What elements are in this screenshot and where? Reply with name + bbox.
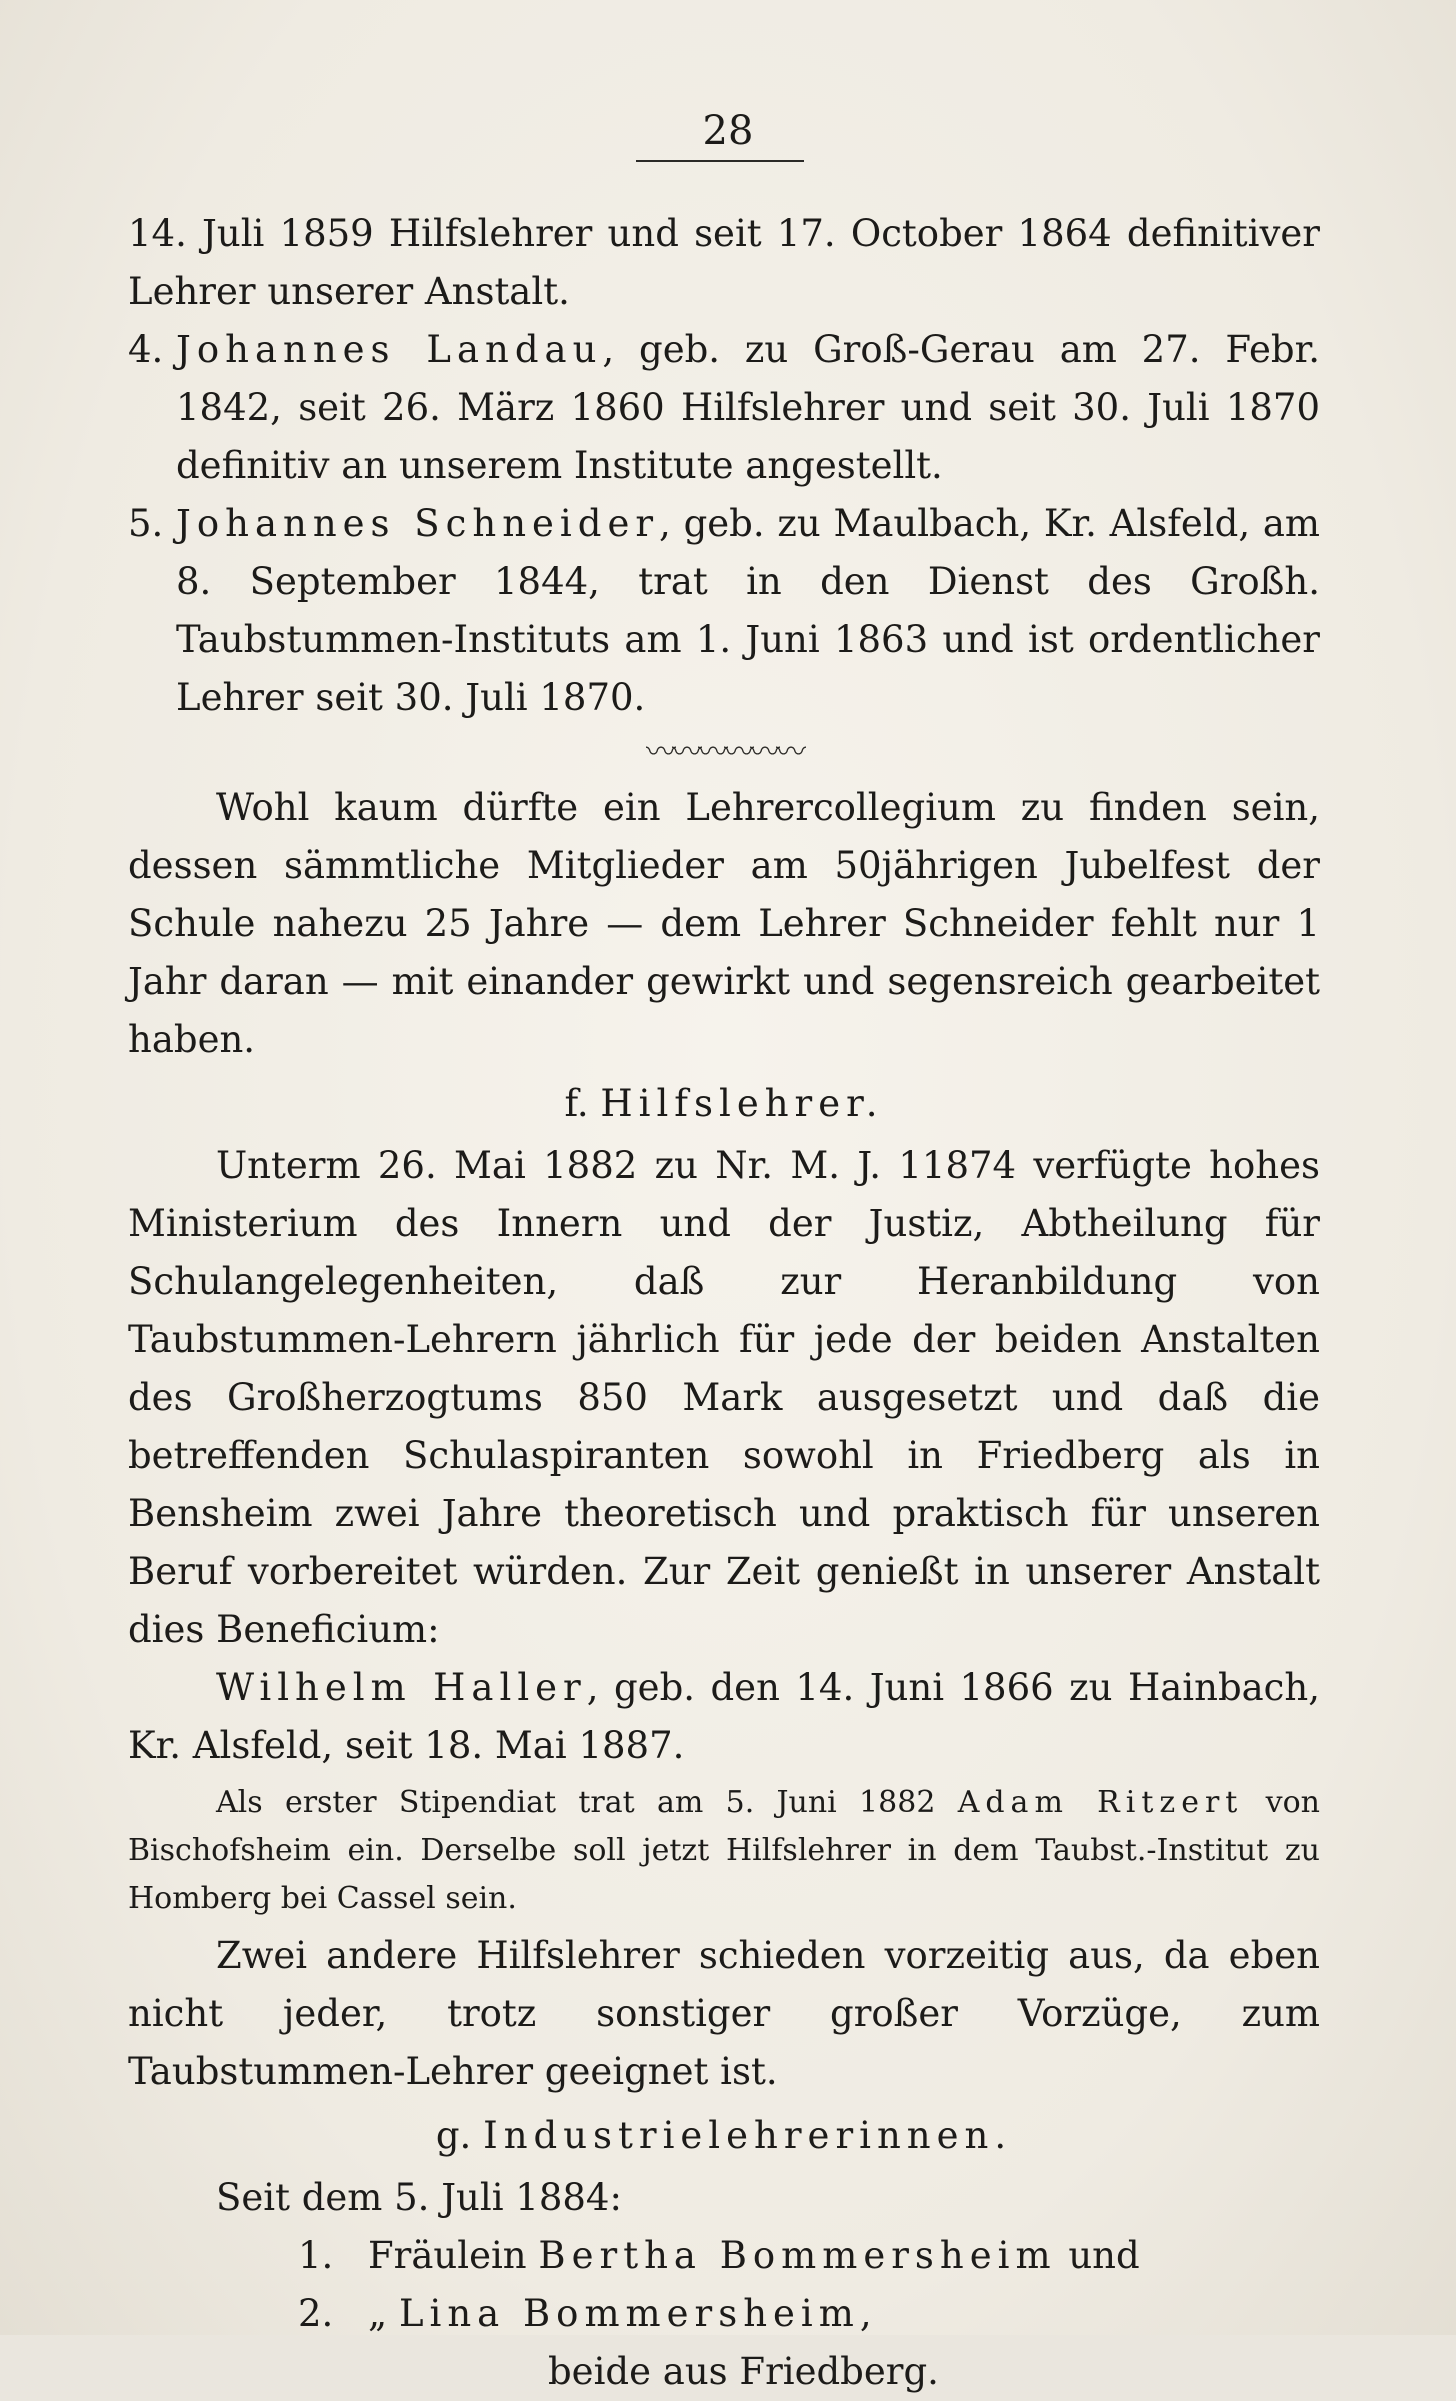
note-name: Adam Ritzert bbox=[957, 1785, 1244, 1820]
note-text: von Bischofsheim ein. Derselbe soll jetzt Hilfslehrer in dem Taubst.-Institut zu Homberg bei Cassel sein. bbox=[128, 1785, 1320, 1916]
section-title: Hilfslehrer. bbox=[600, 1082, 884, 1125]
hilfslehrer-paragraph: Unterm 26. Mai 1882 zu Nr. M. J. 11874 verfügte hohes Ministerium des Innern und der Justiz, Abtheilung für Schulangelegenheiten, daß zur Heranbildung von Taubstummen-Lehrern jährlich für jede der beiden Anstalten des Großherzogtums 850 Mark ausgesetzt und daß die betreffenden Schulaspiranten sowohl in Friedberg als in Bensheim zwei Jahre theoretisch und praktisch für unseren Beruf vorbereitet würden. Zur Zeit genießt in unserer Anstalt dies Beneficium: bbox=[128, 1144, 1320, 1651]
wavy-divider: 〰〰〰〰〰〰 bbox=[646, 735, 802, 770]
entry-continuation bbox=[128, 205, 1320, 321]
entry-name: Johannes Landau bbox=[176, 328, 603, 371]
body-text bbox=[128, 205, 1320, 2401]
entry-name: Johannes Schneider bbox=[176, 502, 660, 545]
beneficiary-text: , geb. den 14. Juni 1866 zu Hainbach, Kr. Alsfeld, seit 18. Mai 1887. bbox=[128, 1666, 1320, 1767]
section-letter: f. bbox=[564, 1082, 589, 1125]
entry-number: 4. bbox=[128, 328, 164, 371]
closing-paragraph: Wohl kaum dürfte ein Lehrercollegium zu finden sein, dessen sämmtliche Mitglieder am 50jährigen Jubelfest der Schule nahezu 25 Jahre — dem Lehrer Schneider fehlt nur 1 Jahr daran — mit einander gewirkt und segensreich gearbeitet haben. bbox=[128, 786, 1320, 1061]
list-name: Bertha Bommersheim bbox=[538, 2234, 1057, 2277]
section-heading-hilfslehrer bbox=[128, 1075, 1320, 1133]
list-number: 2. bbox=[298, 2292, 334, 2335]
list-number: 1. bbox=[298, 2234, 334, 2277]
entry-schneider bbox=[128, 495, 1320, 727]
section-heading-industrielehrerinnen bbox=[128, 2107, 1320, 2165]
list-name: Lina Bommersheim bbox=[398, 2292, 860, 2335]
footnote-paragraph bbox=[128, 1779, 1320, 1923]
intro-line: Seit dem 5. Juli 1884: bbox=[216, 2176, 622, 2219]
list-suffix: , bbox=[859, 2292, 872, 2335]
beneficiary-entry bbox=[128, 1659, 1320, 1775]
section-letter: g. bbox=[435, 2114, 472, 2157]
section-title: Industrielehrerinnen. bbox=[483, 2114, 1013, 2157]
list-suffix: und bbox=[1056, 2234, 1140, 2277]
entry-landau bbox=[128, 321, 1320, 495]
page-number: 28 bbox=[702, 108, 754, 154]
beneficiary-name: Wilhelm Haller bbox=[216, 1666, 587, 1709]
entry-text: , geb. zu Groß-Gerau am 27. Febr. 1842, seit 26. März 1860 Hilfslehrer und seit 30. Juli 1870 definitiv an unserem Institute angestellt. bbox=[176, 328, 1320, 487]
entry-text: , geb. zu Maulbach, Kr. Alsfeld, am 8. September 1844, trat in den Dienst des Großh. Taubstummen-Instituts am 1. Juni 1863 und ist ordentlicher Lehrer seit 30. Juli 1870. bbox=[176, 502, 1320, 719]
list-item bbox=[128, 2285, 1320, 2343]
list-item bbox=[128, 2227, 1320, 2285]
entry-text: 14. Juli 1859 Hilfslehrer und seit 17. October 1864 definitiver Lehrer unserer Anstalt. bbox=[128, 212, 1320, 313]
page-number-rule bbox=[636, 160, 804, 162]
closing-line: beide aus Friedberg. bbox=[548, 2350, 939, 2393]
list-title: Fräulein bbox=[368, 2234, 527, 2277]
list-title: „ bbox=[368, 2292, 388, 2335]
note-text: Als erster Stipendiat trat am 5. Juni 1882 bbox=[216, 1785, 958, 1820]
final-paragraph: Zwei andere Hilfslehrer schieden vorzeitig aus, da eben nicht jeder, trotz sonstiger großer Vorzüge, zum Taubstummen-Lehrer geeignet ist. bbox=[128, 1934, 1320, 2093]
entry-number: 5. bbox=[128, 502, 164, 545]
